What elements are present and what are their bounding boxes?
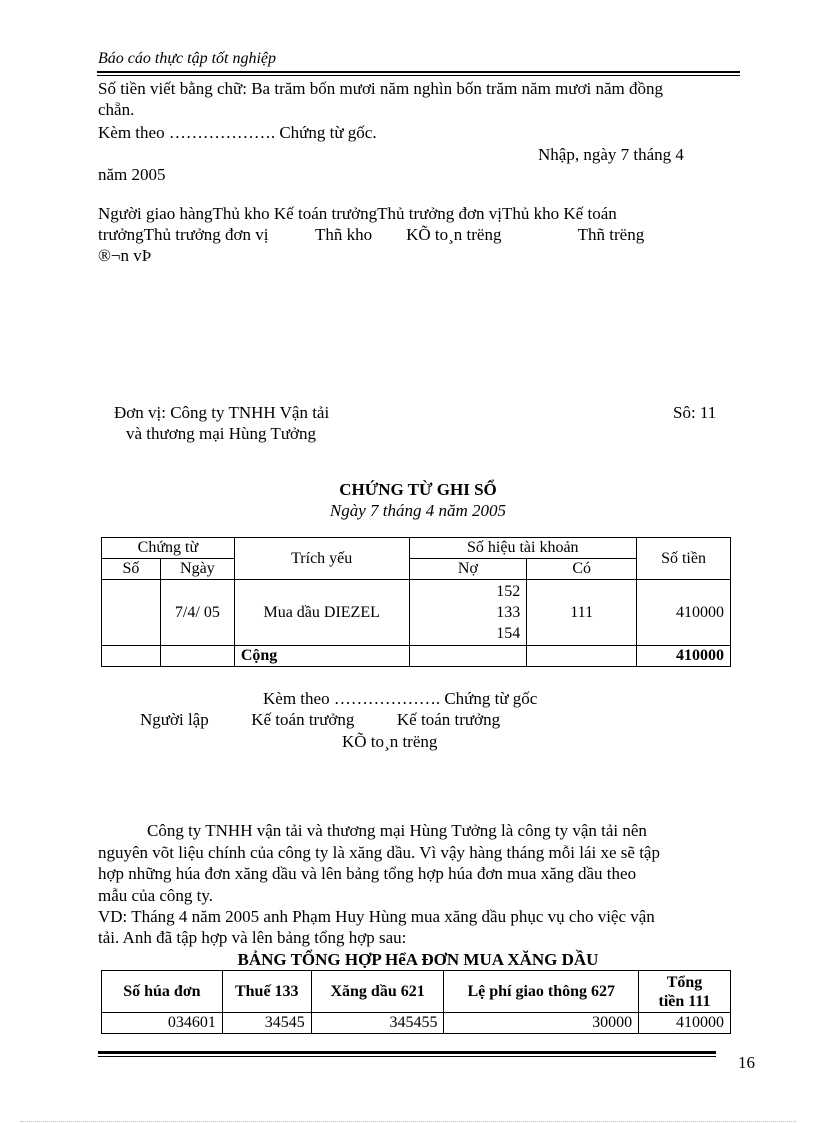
cell-no-3: 154 (496, 625, 521, 642)
report-header: Báo cáo thực tập tốt nghiệp (98, 50, 277, 67)
cell-so (102, 580, 161, 646)
body-p2-l1: VD: Tháng 4 năm 2005 anh Phạm Huy Hùng mua xăng dầu phục vụ cho việc vận (98, 907, 655, 926)
sth-xang-dau: Xăng dầu 621 (311, 971, 444, 1013)
body-p2-l2: tải. Anh đã tập hợp và lên bảng tổng hợp sau: (98, 928, 407, 947)
sth-le-phi: Lệ phí giao thông 627 (444, 971, 639, 1013)
th-ngay: Ngày (160, 559, 234, 580)
sth-tong: Tổng (666, 973, 703, 991)
total-empty-3 (409, 646, 527, 667)
cell-no-2: 133 (496, 604, 521, 621)
scell-thue: 34545 (222, 1013, 311, 1034)
header-rule (97, 71, 740, 73)
total-value: 410000 (637, 646, 731, 667)
th-so-tien: Số tiền (637, 538, 731, 580)
body-p1-l2: nguyên võt liệu chính của công ty là xăng dầu. Vì vậy hàng tháng mỗi lái xe sẽ tập (98, 843, 660, 862)
voucher-signer-2: KÕ to¸n trëng (342, 732, 438, 751)
sth-tong-tien (639, 971, 731, 1013)
cell-so-tien: 410000 (637, 580, 731, 646)
date-line: Nhập, ngày 7 tháng 4 (538, 145, 684, 164)
signature-line-1: Người giao hàngThủ kho Kế toán trưởngThủ trưởng đơn vịThủ kho Kế toán (98, 204, 617, 223)
footer-rule-thin (98, 1056, 716, 1057)
th-chung-tu: Chứng từ (102, 538, 235, 559)
cell-ngay: 7/4/ 05 (160, 580, 234, 646)
page-number: 16 (738, 1053, 755, 1072)
cell-no-1: 152 (496, 583, 521, 600)
page-edge (20, 1121, 796, 1122)
total-empty-4 (527, 646, 637, 667)
unit-name-2: và thương mại Hùng Tưởng (126, 424, 317, 443)
total-label: Cộng (234, 646, 409, 667)
signature-line-3: ®¬n vÞ (98, 246, 152, 265)
header-rule-thin (97, 75, 740, 76)
amount-in-words-line1: Số tiền viết bằng chữ: Ba trăm bốn mươi năm nghìn bốn trăm năm mươi năm đồng (98, 79, 663, 98)
voucher-attach: Kèm theo ………………. Chứng từ gốc (263, 689, 538, 708)
voucher-table (101, 537, 731, 667)
voucher-number: Sô: 11 (673, 403, 717, 422)
cell-no (409, 580, 527, 646)
cell-trich-yeu: Mua dầu DIEZEL (234, 580, 409, 646)
sth-so-hoa-don: Số húa đơn (102, 971, 223, 1013)
scell-le-phi: 30000 (444, 1013, 639, 1034)
sth-thue: Thuế 133 (222, 971, 311, 1013)
th-co: Có (527, 559, 637, 580)
total-empty-1 (102, 646, 161, 667)
body-p1-l1: Công ty TNHH vận tải và thương mại Hùng Tưởng là công ty vận tải nên (147, 821, 647, 840)
attachment-line: Kèm theo ………………. Chứng từ gốc. (98, 123, 377, 142)
date-year: năm 2005 (98, 165, 166, 184)
body-p1-l4: mẫu của công ty. (98, 886, 214, 905)
summary-title: BẢNG TỔNG HỢP HểA ĐƠN MUA XĂNG DẦU (237, 950, 599, 969)
voucher-signers: Người lập Kế toán trưởng Kế toán trưởng (140, 710, 501, 729)
footer-rule (98, 1051, 716, 1054)
sth-tien-111: tiền 111 (658, 992, 711, 1010)
scell-xang-dau: 345455 (311, 1013, 444, 1034)
th-so-hieu: Số hiệu tài khoản (409, 538, 637, 559)
amount-in-words-line2: chẵn. (98, 100, 135, 119)
body-p1-l3: hợp những húa đơn xăng dầu và lên bảng tổng hợp húa đơn mua xăng dầu theo (98, 864, 637, 883)
voucher-title: CHỨNG TỪ GHI SỔ (339, 480, 497, 499)
th-trich-yeu: Trích yếu (234, 538, 409, 580)
unit-name: Đơn vị: Công ty TNHH Vận tải (114, 403, 330, 422)
th-no: Nợ (409, 559, 527, 580)
summary-table (101, 970, 731, 1034)
signature-line-2: trưởngThủ trưởng đơn vị Thñ kho KÕ to¸n trëng Thñ trëng (98, 225, 645, 244)
scell-tong-tien: 410000 (639, 1013, 731, 1034)
cell-co: 111 (527, 580, 637, 646)
voucher-date: Ngày 7 tháng 4 năm 2005 (329, 501, 507, 520)
total-empty-2 (160, 646, 234, 667)
th-so: Số (102, 559, 161, 580)
scell-so-hoa-don: 034601 (102, 1013, 223, 1034)
